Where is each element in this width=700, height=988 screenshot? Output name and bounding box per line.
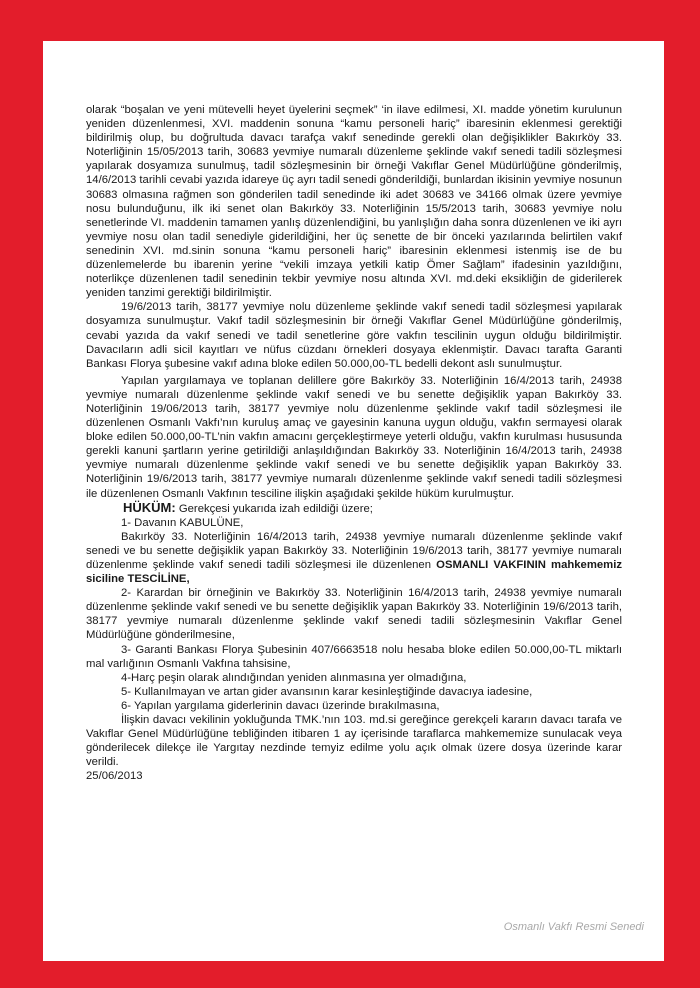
hukum-heading-line	[86, 501, 622, 516]
hukum-item-1-detail-text: Bakırköy 33. Noterliğinin 16/4/2013 tarih, 24938 yevmiye numaralı düzenlenme şeklinde vakıf senedi ve bu senette değişiklik yapan Bakırköy 33. Noterliğinin 19/6/2013 tarih, 38177 yevmiye numaralı düzenlenme şeklinde vakıf senedi tadili sözleşmesi ile düzenlenen	[86, 530, 622, 571]
hukum-item-4: 4-Harç peşin olarak alındığından yeniden alınmasına yer olmadığına,	[121, 671, 467, 684]
decision-date: 25/06/2013	[86, 770, 143, 783]
hukum-label: HÜKÜM:	[123, 499, 176, 515]
hukum-item-2: 2- Karardan bir örneğinin ve Bakırköy 33. Noterliğinin 16/4/2013 tarih, 24938 yevmiye numaralı düzenlenme şeklinde vakıf senedi ve bu senette değişiklik yapan Bakırköy 33. Noterliğinin 19/6/2013 tarih, 38177 yevmiye numaralı düzenlenme şeklinde vakıf senedi tadili sözleşmesinin Vakıflar Genel Müdürlüğüne gönderilmesine,	[86, 587, 622, 642]
document-body	[86, 103, 622, 784]
hukum-item-1-detail-bold: OSMANLI VAKFININ mahkememiz siciline TESCİLİNE,	[86, 559, 622, 586]
paragraph-intro: olarak “boşalan ve yeni mütevelli heyet üyelerini seçmek” ‘in ilave edilmesi, XI. madde yönetim kurulunun yeniden düzenlenmesi, XVI. maddenin sonuna “kamu personeli hariç” ibaresinin eklenmesi gerektiği bildirilmiş olup, bu doğrultuda davacı tarafça vakıf senedinde gerekli olan değişiklikler Bakırköy 33. Noterliğinin 15/05/2013 tarih, 30683 yevmiye numaralı düzenleme şeklinde vakıf senedi tadili sözleşmesi yapılarak dosyamıza sunulmuş, tadil sözleşmesinin bir örneği Vakıflar Genel Müdürlüğüne gönderilmiş, 14/6/2013 tarihli cevabi yazıda idareye üç ayrı tadil senedi gönderildiği, bunlardan ikisinin yevmiye nosunun 30683 olmasına rağmen son gönderilen tadil senedinde iki adet 30683 ve 34166 olmak üzere yevmiye nosu bulunduğunu, ilk iki senet olan Bakırköy 33. Noterliğinin 15/5/2013 tarih, 30683 yevmiye nolu senetlerinde VI. maddenin tamamen yanlış düzenlendiğini, bu yanlışlığın daha sonra düzenlenen ve iki ayrı yevmiye nosu olan tadil senediyle giderildiğini, her üç senette de bir önceki yazılarında belirtilen vakıf senedinin XVI. md.sinin sonuna “kamu personeli hariç” ibaresinin eklenmesi istenmiş ise de bu düzenlemelerde bu ibarenin yerine “vekili imzaya yetkili katip Ömer Sağlam” ifadesinin yazıldığını, noterlikçe düzenlenen tadil senedinin tekbir yevmiye nosu altında XVI. md.deki eksikliğin de giderilerek yeniden tanzimi gerektiği bildirilmiştir.	[86, 104, 622, 300]
closing-paragraph: İlişkin davacı vekilinin yokluğunda TMK.’nın 103. md.si gereğince gerekçeli kararın davacı tarafa ve Vakıflar Genel Müdürlüğüne tebliğinden itibaren 1 ay içerisinde taraflarca mahkememize sunulacak veya gönderilecek dilekçe ile Yargıtay nezdinde temyiz edilme yolu açık olmak üzere dosya üzerinde karar verildi.	[86, 714, 622, 769]
hukum-item-1-detail	[86, 530, 622, 586]
hukum-item-6: 6- Yapılan yargılama giderlerinin davacı üzerinde bırakılmasına,	[121, 699, 440, 712]
hukum-item-5: 5- Kullanılmayan ve artan gider avansının karar kesinleştiğinde davacıya iadesine,	[121, 685, 533, 698]
document-page	[43, 41, 664, 961]
hukum-intro: Gerekçesi yukarıda izah edildiği üzere;	[175, 502, 373, 515]
footer-caption: Osmanlı Vakfı Resmi Senedi	[503, 921, 644, 933]
paragraph-yargilama: Yapılan yargılamaya ve toplanan delillere göre Bakırköy 33. Noterliğinin 16/4/2013 tarih, 24938 yevmiye numaralı düzenlenme şeklinde vakıf senedi ve bu senette değişiklik yapan Bakırköy 33. Noterliğinin 19/06/2013 tarih, 38177 yevmiye nolu düzenlenme şeklinde vakıf tadil sözleşmesi ile düzenlenen Osmanlı Vakfı’nın kuruluş amaç ve gayesinin kanuna uygun olduğu, vakfın sermayesi olarak bloke edilen 50.000,00-TL’nin vakfın amacını gerçekleştirmeye yeterli olduğu, vakfın kurulması hususunda gerekli kanuni şartların yerine getirildiği anlaşıldığından Bakırköy 33. Noterliğinin 16/4/2013 tarih, 24938 yevmiye numaralı düzenlenme şeklinde vakıf senedi ve bu senette değişiklik yapan Bakırköy 33. Noterliğinin 19/6/2013 tarih, 38177 yevmiye numaralı düzenlenme şeklinde vakıf senedi tadili sözleşmesi ile düzenlenen Osmanlı Vakfının tesciline ilişkin aşağıdaki şekilde hüküm kurulmuştur.	[86, 374, 622, 500]
paragraph-tadil-sozlesmesi: 19/6/2013 tarih, 38177 yevmiye nolu düzenleme şeklinde vakıf senedi tadil sözleşmesi yapılarak dosyamıza sunulmuştur. Vakıf tadil sözleşmesinin bir örneği Vakıflar Genel Müdürlüğüne gönderilmiş, cevabi yazıda da vakıf senedi ve tadil senetlerine göre vakfın tescilinin uygun olduğu bildirilmiştir. Davacıların adli sicil kayıtları ve nüfus cüzdanı örnekleri dosyaya eklenmiştir. Davacı tarafta Garanti Bankası Florya şubesine vakıf adına bloke edilen 50.000,00-TL bedelli dekont aslı sunulmuştur.	[86, 301, 622, 370]
hukum-item-3: 3- Garanti Bankası Florya Şubesinin 407/6663518 nolu hesaba bloke edilen 50.000,00-TL miktarlı mal varlığının Osmanlı Vakfına tahsisine,	[86, 643, 622, 670]
hukum-item-1: 1- Davanın KABULÜNE,	[121, 516, 244, 529]
